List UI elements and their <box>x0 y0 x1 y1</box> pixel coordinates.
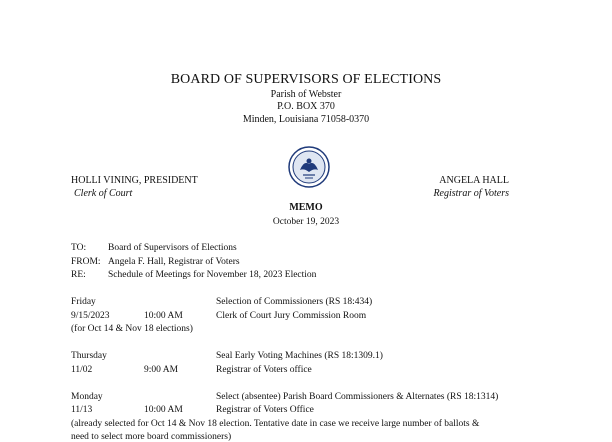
parish-line: Parish of Webster <box>270 89 342 100</box>
meeting-event: Seal Early Voting Machines (RS 18:1309.1) <box>216 351 383 361</box>
address-line: Minden, Louisiana 71058-0370 <box>242 114 370 125</box>
meeting-day: Thursday <box>71 351 107 361</box>
meeting-event: Select (absentee) Parish Board Commissioners & Alternates (RS 18:1314) <box>216 392 499 402</box>
re-value: Schedule of Meetings for November 18, 2023 Election <box>108 270 317 280</box>
meeting-time: 10:00 AM <box>144 311 183 321</box>
meeting-note: (already selected for Oct 14 & Nov 18 election. Tentative date in case we receive large number of ballots & <box>71 419 480 429</box>
page-title: BOARD OF SUPERVISORS OF ELECTIONS <box>170 72 442 87</box>
meeting-date: 11/13 <box>71 405 93 415</box>
meeting-location: Clerk of Court Jury Commission Room <box>216 311 367 321</box>
meeting-note: (for Oct 14 & Nov 18 elections) <box>71 324 193 334</box>
president-name: HOLLI VINING, PRESIDENT <box>71 175 198 186</box>
registrar-name: ANGELA HALL <box>439 175 509 186</box>
meeting-date: 9/15/2023 <box>71 311 110 321</box>
meeting-day: Monday <box>71 392 103 402</box>
meeting-date: 11/02 <box>71 365 93 375</box>
memo-date: October 19, 2023 <box>272 217 340 227</box>
meeting-day: Friday <box>71 297 96 307</box>
meeting-location: Registrar of Voters office <box>216 365 312 375</box>
to-label: TO: <box>71 243 87 253</box>
to-value: Board of Supervisors of Elections <box>108 243 237 253</box>
from-label: FROM: <box>71 257 101 267</box>
po-box-line: P.O. BOX 370 <box>277 101 335 112</box>
meeting-location: Registrar of Voters Office <box>216 405 314 415</box>
president-title: Clerk of Court <box>74 188 133 199</box>
meeting-time: 9:00 AM <box>144 365 179 375</box>
re-label: RE: <box>71 270 86 280</box>
louisiana-state-seal-icon <box>288 146 330 188</box>
meeting-note-continued: need to select more board commissioners) <box>71 432 232 442</box>
registrar-title: Registrar of Voters <box>433 188 509 199</box>
from-value: Angela F. Hall, Registrar of Voters <box>108 257 240 267</box>
memo-heading: MEMO <box>289 202 323 213</box>
meeting-time: 10:00 AM <box>144 405 183 415</box>
meeting-event: Selection of Commissioners (RS 18:434) <box>216 297 373 307</box>
